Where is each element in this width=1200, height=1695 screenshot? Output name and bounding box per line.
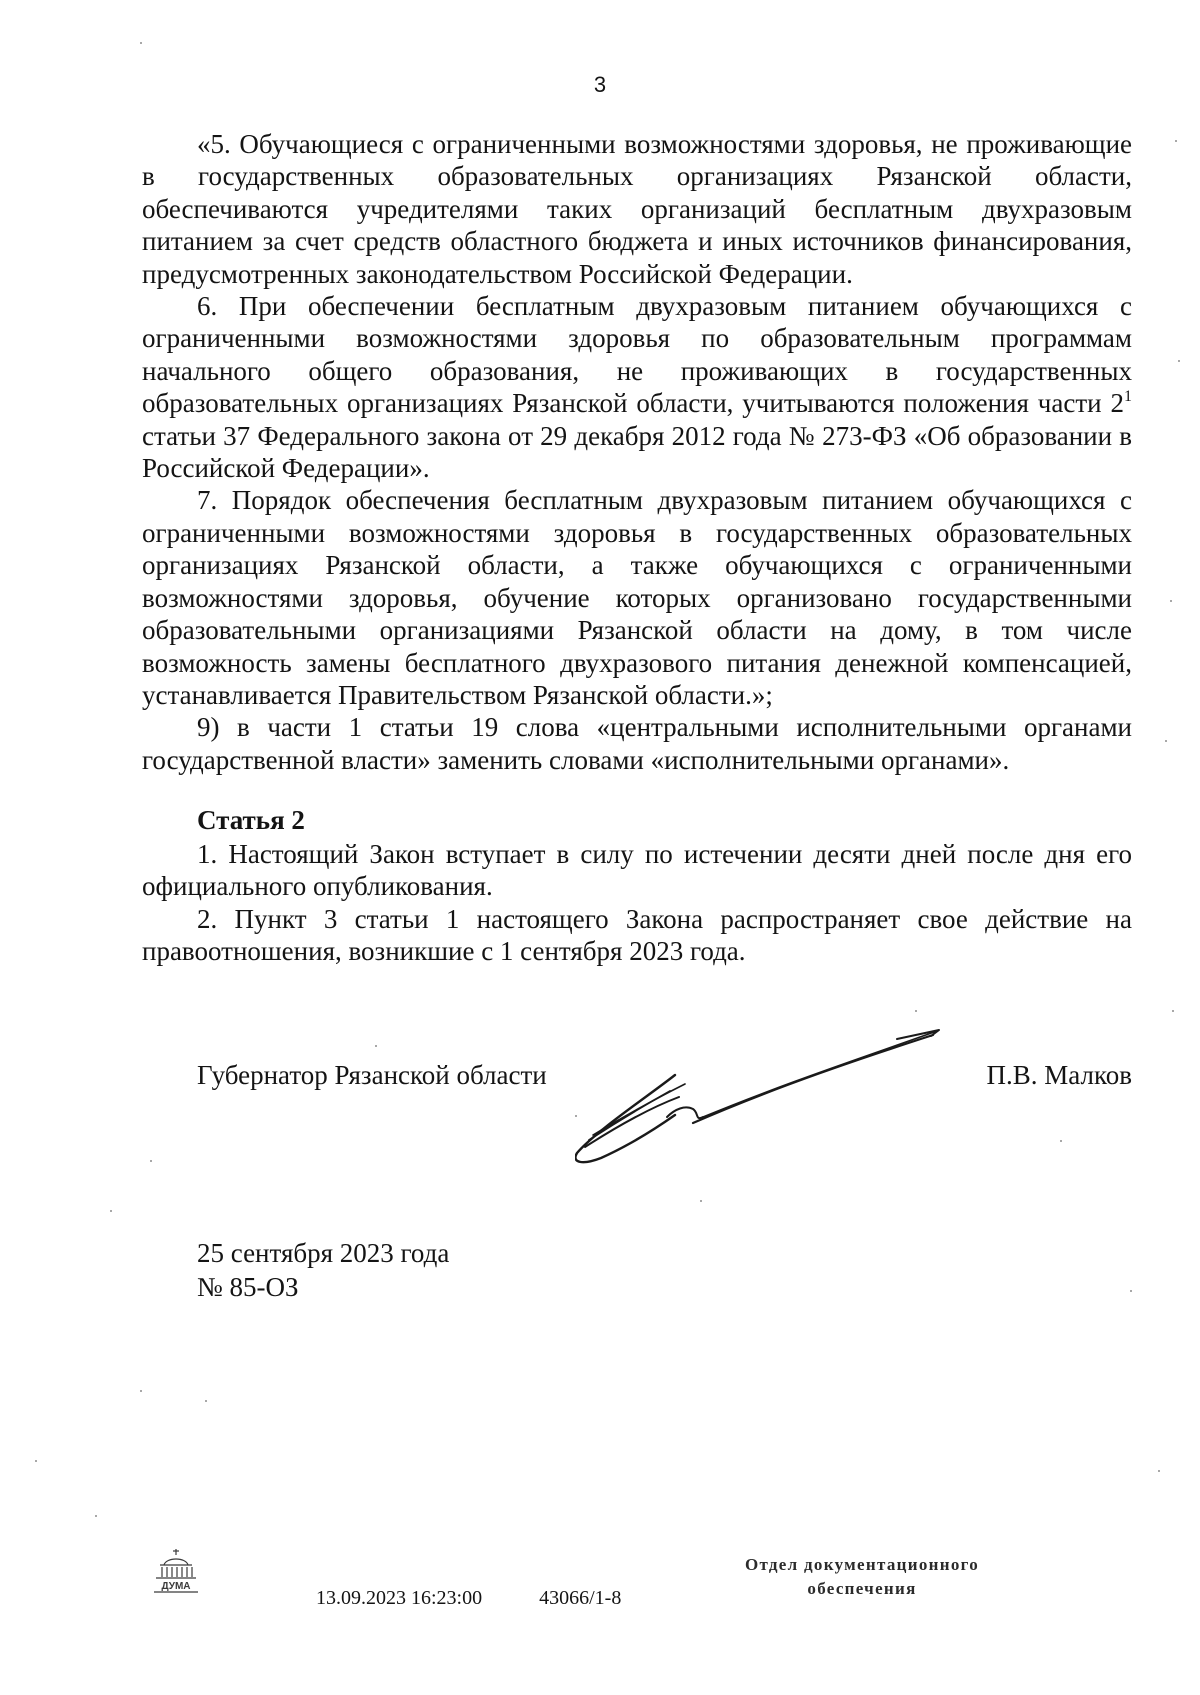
department-stamp-line-1: Отдел документационного (744, 1555, 980, 1574)
law-amendment-text (142, 128, 1132, 776)
scan-speck (110, 1210, 112, 1212)
law-number: № 85-ОЗ (197, 1272, 299, 1302)
department-stamp-line-2: обеспечения (807, 1579, 917, 1598)
logo-text: ДУМА (161, 1581, 191, 1592)
scan-speck (205, 1400, 207, 1402)
scan-speck (915, 1010, 917, 1012)
paragraph-item-7: 7. Порядок обеспечения бесплатным двухразовым питанием обучающихся с ограниченными возможностями здоровья в государственных образовательных организациях Рязанской области, а также обучающихся с ограниченными возможностями здоровья, обучение которых организовано государственными образовательными организациями Рязанской области на дому, в том числе возможность замены бесплатного двухразового питания денежной компенсацией, устанавливается Правительством Рязанской области.»; (142, 485, 1132, 710)
scan-speck (375, 1045, 377, 1047)
registration-stamp (316, 1587, 621, 1610)
duma-building-logo-icon (148, 1547, 204, 1597)
scan-speck (140, 42, 142, 44)
scan-speck (1060, 1140, 1062, 1142)
paragraph-item-6 (142, 290, 1132, 484)
article-heading: Статья 2 (197, 805, 305, 835)
scan-speck (1175, 140, 1177, 142)
paragraph-item-6-text-continued: статьи 37 Федерального закона от 29 декабря 2012 года № 273-ФЗ «Об образовании в Российской Федерации». (142, 420, 1132, 484)
scan-speck (95, 1515, 97, 1517)
paragraph-item-9: 9) в части 1 статьи 19 слова «центральными исполнительными органами государственной власти» заменить словами «исполнительными органами». (142, 712, 1132, 775)
stamp-datetime: 13.09.2023 16:23:00 (316, 1587, 483, 1609)
article-2-text (142, 838, 1132, 968)
scan-speck (1170, 600, 1172, 602)
department-stamp (712, 1553, 1012, 1601)
scan-speck (700, 1200, 702, 1202)
scan-speck (1178, 360, 1180, 362)
scan-speck (575, 1115, 577, 1117)
page-number: 3 (593, 72, 607, 97)
signer-position: Губернатор Рязанской области (197, 1060, 547, 1090)
scan-speck (1130, 1290, 1132, 1292)
article-2-paragraph-1: 1. Настоящий Закон вступает в силу по истечении десяти дней после дня его официального опубликования. (142, 839, 1132, 902)
signer-name: П.В. Малков (986, 1060, 1132, 1090)
paragraph-item-6-text: 6. При обеспечении бесплатным двухразовым питанием обучающихся с ограниченными возможностями здоровья по образовательным программам начального общего образования, не проживающих в государственных образовательных организациях Рязанской области, учитываются положения части 2 (142, 291, 1132, 419)
scan-speck (1158, 1470, 1160, 1472)
scan-speck (140, 1390, 142, 1392)
law-date: 25 сентября 2023 года (197, 1238, 450, 1268)
handwritten-signature (575, 1005, 955, 1180)
article-2-paragraph-2: 2. Пункт 3 статьи 1 настоящего Закона распространяет свое действие на правоотношения, возникшие с 1 сентября 2023 года. (142, 903, 1132, 967)
scan-speck (1165, 740, 1167, 742)
scan-speck (150, 1160, 152, 1162)
stamp-registration-number: 43066/1-8 (539, 1587, 622, 1609)
paragraph-item-5: «5. Обучающиеся с ограниченными возможностями здоровья, не проживающие в государственных образовательных организациях Рязанской области, обеспечиваются учредителями таких организаций бесплатным двухразовым питанием за счет средств областного бюджета и иных источников финансирования, предусмотренных законодательством Российской Федерации. (142, 129, 1132, 289)
scan-speck (35, 1460, 37, 1462)
scan-speck (1172, 1010, 1174, 1012)
superscript-index: 1 (1124, 388, 1132, 406)
